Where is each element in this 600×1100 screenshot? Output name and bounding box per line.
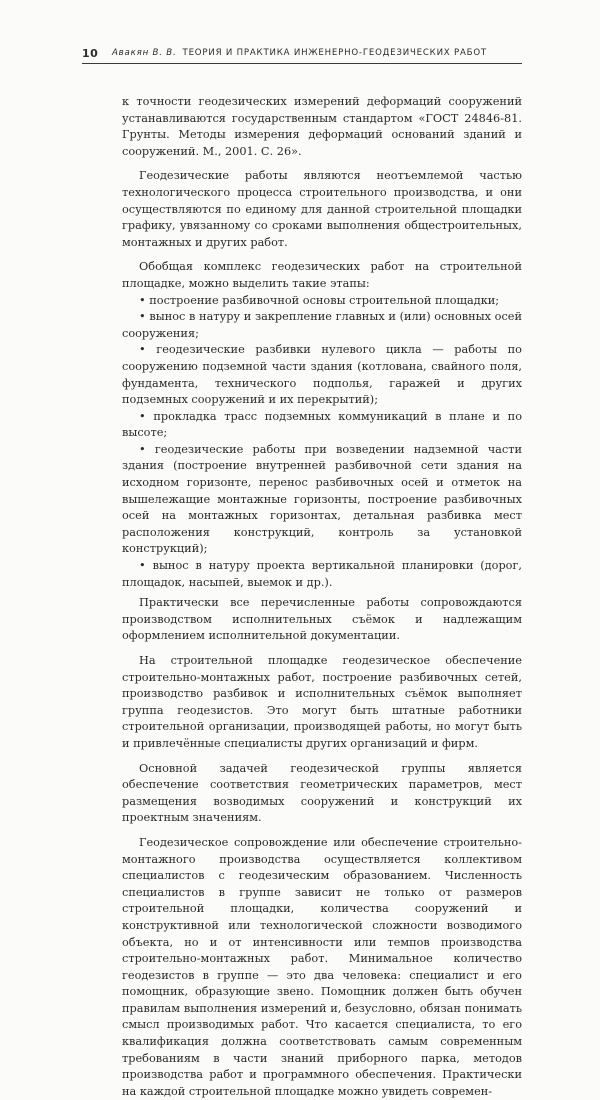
list-item: • построение разбивочной основы строительной площадки; <box>122 293 522 310</box>
paragraph: Практически все перечисленные работы сопровождаются производством исполнительных съёмок и надлежащим оформлением исполнительной документации. <box>122 596 522 643</box>
page-number: 10 <box>82 47 99 60</box>
list-item: • геодезические работы при возведении надземной части здания (построение внутренней разбивочной сети здания на исходном горизонте, перенос разбивочных осей и отметок на вышележащие монтажные горизонты, построение разбивочных осей на монтажных горизонтах, детальная разбивка мест расположения конструкций, контроль за установкой конструкций); <box>122 442 522 558</box>
paragraph: Геодезические работы являются неотъемлемой частью технологического процесса строительного производства, и они осуществляются по единому для данной строительной площадки графику, увязанному со сроками выполнения общестроительных, монтажных и других работ. <box>122 169 522 249</box>
running-title <box>112 48 487 58</box>
paragraph: к точности геодезических измерений деформаций сооружений устанавливаются государственным стандартом «ГОСТ 24846-81. Грунты. Методы измерения деформаций оснований зданий и сооружений. М., 2001. С. 26». <box>122 95 522 158</box>
list-item: • геодезические разбивки нулевого цикла — работы по сооружению подземной части здания (котлована, свайного поля, фундамента, технического подполья, гаражей и других подземных сооружений и их перекрытий); <box>122 342 522 408</box>
list-item: • прокладка трасс подземных коммуникаций в плане и по высоте; <box>122 409 522 442</box>
stages-list <box>122 293 522 592</box>
paragraph: Геодезическое сопровождение или обеспечение строительно-монтажного производства осуществляется коллективом специалистов с геодезическим образованием. Численность специалистов в группе зависит не только от размеров строительной площадки, количества сооружений и конструктивной или технологической сложности возводимого объекта, но и от интенсивности или темпов производства строительно-монтажных работ. Минимальное количество геодезистов в группе — это два человека: специалист и его помощник, образующие звено. Помощник должен быть обучен правилам выполнения измерений и, безусловно, обязан понимать смысл производимых работ. Что касается специалиста, то его квалификация должна соответствовать самым современным требованиям в части знаний приборного парка, методов производства работ и программного обеспечения. Практически на каждой строительной площадке можно увидеть современ- <box>122 835 522 1098</box>
running-header <box>82 47 522 63</box>
paragraph: Основной задачей геодезической группы является обеспечение соответствия геометрических параметров, мест размещения возводимых сооружений и конструкций их проектным значениям. <box>122 761 522 825</box>
header-rule <box>82 63 522 64</box>
list-item: • вынос в натуру проекта вертикальной планировки (дорог, площадок, насыпей, выемок и др.). <box>122 558 522 591</box>
running-title-authors: Авакян В. В. <box>112 48 177 58</box>
list-item: • вынос в натуру и закрепление главных и (или) основных осей сооружения; <box>122 309 522 342</box>
running-title-book: ТЕОРИЯ И ПРАКТИКА ИНЖЕНЕРНО-ГЕОДЕЗИЧЕСКИХ РАБОТ <box>182 48 487 58</box>
paragraph: Обобщая комплекс геодезических работ на строительной площадке, можно выделить такие этапы: <box>122 260 522 290</box>
paragraph: На строительной площадке геодезическое обеспечение строительно-монтажных работ, построение разбивочных сетей, производство разбивок и исполнительных съёмок выполняет группа геодезистов. Это могут быть штатные работники строительной организации, производящей работы, но могут быть и привлечённые специалисты других организаций и фирм. <box>122 654 522 750</box>
page-body <box>122 94 522 1100</box>
